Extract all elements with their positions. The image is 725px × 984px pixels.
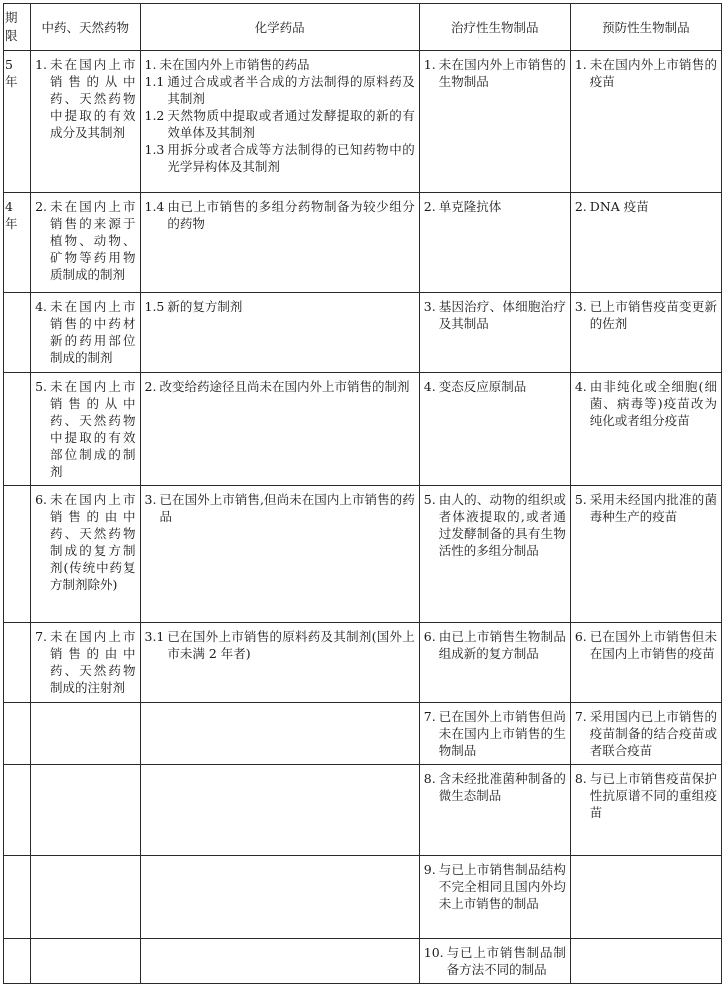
term-cell: 4 年 [4,193,31,293]
tcm-cell [31,51,140,193]
therapeutic-cell [419,486,570,623]
item-text: 由人的、动物的组织或者体液提取的,或者通过发酵制备的具有生物活性的多组分制品 [438,492,566,558]
therapeutic-cell [419,293,570,373]
tcm-cell [31,193,140,293]
table-row [4,193,722,293]
item-text: 由已上市销售生物制品组成新的复方制品 [438,629,566,661]
item-number: 5. [574,492,587,507]
chemical-cell [140,856,419,939]
tcm-cell [31,856,140,939]
chemical-cell [140,293,419,373]
preventive-cell [570,939,721,984]
table-row [4,623,722,703]
preventive-cell [570,486,721,623]
item-number: 3. [144,492,157,507]
item-text: 与已上市销售制品结构不完全相同且国内外均未上市销售的制品 [438,862,566,911]
term-cell: 5 年 [4,51,31,193]
term-cell [4,623,31,703]
table-row [4,856,722,939]
term-cell [4,373,31,486]
header-term: 期限 [4,4,31,51]
item-text: 已在国外上市销售但未在国内上市销售的疫苗 [589,629,717,661]
item-number: 7. [423,709,436,724]
item-text: 基因治疗、体细胞治疗及其制品 [438,299,566,331]
tcm-cell [31,939,140,984]
item-text: 新的复方制剂 [167,299,243,314]
item-text: 未在国内上市销售的中药材新的药用部位制成的制剂 [50,299,136,365]
item-number: 1.4 [144,199,165,214]
item-number: 2. [574,199,587,214]
item-number: 2. [35,199,48,214]
item-number: 7. [574,709,587,724]
tcm-cell [31,623,140,703]
item-text: 用拆分或者合成等方法制得的已知药物中的光学异构体及其制剂 [167,142,415,174]
item-text: 未在国内外上市销售的生物制品 [438,57,566,89]
item-number: 9. [423,862,436,877]
term-cell [4,939,31,984]
chemical-cell [140,703,419,765]
header-tcm: 中药、天然药物 [31,4,140,51]
item-number: 8. [574,771,587,786]
item-text: 未在国内上市销售的从中药、天然药物中提取的有效成分及其制剂 [50,57,136,140]
therapeutic-cell [419,703,570,765]
therapeutic-cell [419,765,570,856]
item-text: 单克隆抗体 [438,199,502,214]
term-cell [4,486,31,623]
item-number: 8. [423,771,436,786]
item-number: 1.5 [144,299,165,314]
item-text: 未在国内外上市销售的药品 [159,57,310,72]
chemical-cell [140,939,419,984]
item-text: DNA 疫苗 [589,199,649,214]
therapeutic-cell [419,856,570,939]
item-text: 未在国内上市销售的从中药、天然药物中提取的有效部位制成的制剂 [50,379,136,479]
item-text: 未在国内上市销售的来源于植物、动物、矿物等药用物质制成的制剂 [50,199,136,282]
preventive-cell [570,623,721,703]
item-text: 未在国内外上市销售的疫苗 [589,57,717,89]
item-number: 1. [423,57,436,72]
preventive-cell [570,293,721,373]
item-number: 1. [144,57,157,72]
header-preventive: 预防性生物制品 [570,4,721,51]
table-row [4,703,722,765]
table-row [4,373,722,486]
item-text: 改变给药途径且尚未在国内外上市销售的制剂 [159,379,410,394]
preventive-cell [570,765,721,856]
item-number: 1.2 [144,108,165,123]
chemical-cell [140,765,419,856]
header-row [4,4,722,51]
item-text: 未在国内上市销售的由中药、天然药物制成的复方制剂(传统中药复方制剂除外) [50,492,136,592]
item-number: 5. [423,492,436,507]
term-cell [4,765,31,856]
therapeutic-cell [419,623,570,703]
item-number: 3. [423,299,436,314]
item-text: 含未经批准菌种制备的微生态制品 [438,771,566,803]
term-cell [4,856,31,939]
preventive-cell [570,856,721,939]
item-number: 1.1 [144,74,165,89]
item-number: 6. [35,492,48,507]
header-chemical: 化学药品 [140,4,419,51]
item-text: 已在国外上市销售但尚未在国内上市销售的生物制品 [438,709,566,758]
item-number: 3.1 [144,629,165,644]
item-text: 由非纯化或全细胞(细菌、病毒等)疫苗改为纯化或者组分疫苗 [589,379,717,428]
item-number: 4. [574,379,587,394]
item-number: 1.3 [144,142,165,157]
item-text: 已在国外上市销售的原料药及其制剂(国外上市未满 2 年者) [167,629,415,661]
tcm-cell [31,486,140,623]
chemical-cell [140,623,419,703]
item-number: 1. [574,57,587,72]
item-number: 5. [35,379,48,394]
item-text: 已上市销售疫苗变更新的佐剂 [589,299,717,331]
item-text: 采用未经国内批准的菌毒种生产的疫苗 [589,492,717,524]
item-number: 3. [574,299,587,314]
therapeutic-cell [419,193,570,293]
item-number: 6. [574,629,587,644]
preventive-cell [570,373,721,486]
item-text: 通过合成或者半合成的方法制得的原料药及其制剂 [167,74,415,106]
item-number: 4. [35,299,48,314]
tcm-cell [31,703,140,765]
therapeutic-cell [419,51,570,193]
item-number: 7. [35,629,48,644]
chemical-cell [140,373,419,486]
table-row [4,293,722,373]
drug-protection-term-table [3,3,722,984]
preventive-cell [570,51,721,193]
item-number: 2. [423,199,436,214]
tcm-cell [31,765,140,856]
item-number: 1. [35,57,48,72]
term-cell [4,703,31,765]
item-number: 10. [423,945,444,960]
item-number: 6. [423,629,436,644]
tcm-cell [31,293,140,373]
item-text: 由已上市销售的多组分药物制备为较少组分的药物 [167,199,415,231]
item-text: 与已上市销售制品制备方法不同的制品 [446,945,566,977]
item-text: 采用国内已上市销售的疫苗制备的结合疫苗或者联合疫苗 [589,709,717,758]
term-cell [4,293,31,373]
item-text: 与已上市销售疫苗保护性抗原谱不同的重组疫苗 [589,771,717,820]
chemical-cell [140,193,419,293]
item-text: 未在国内上市销售的由中药、天然药物制成的注射剂 [50,629,136,695]
header-therapeutic: 治疗性生物制品 [419,4,570,51]
table-row [4,765,722,856]
item-text: 天然物质中提取或者通过发酵提取的新的有效单体及其制剂 [167,108,415,140]
item-number: 2. [144,379,157,394]
item-text: 变态反应原制品 [438,379,527,394]
table-row [4,939,722,984]
therapeutic-cell [419,939,570,984]
table-row [4,51,722,193]
preventive-cell [570,703,721,765]
chemical-cell [140,51,419,193]
therapeutic-cell [419,373,570,486]
chemical-cell [140,486,419,623]
tcm-cell [31,373,140,486]
table-row [4,486,722,623]
item-number: 4. [423,379,436,394]
item-text: 已在国外上市销售,但尚未在国内上市销售的药品 [159,492,415,524]
preventive-cell [570,193,721,293]
